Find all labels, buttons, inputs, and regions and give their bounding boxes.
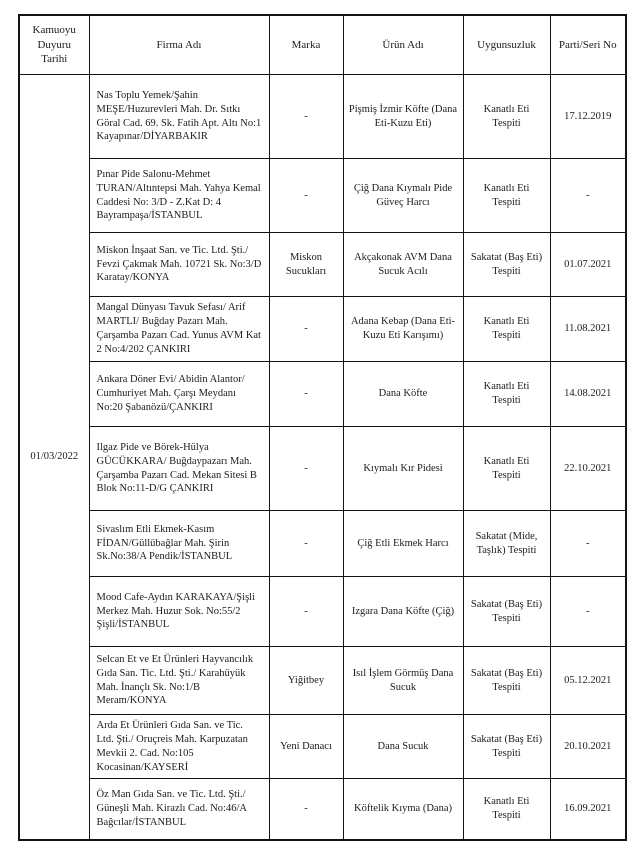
- brand-cell: Yeni Danacı: [269, 715, 343, 779]
- table-row: [19, 233, 626, 297]
- batch-serial-no-cell: -: [550, 159, 626, 233]
- brand-cell: -: [269, 779, 343, 840]
- batch-serial-no-cell: 05.12.2021: [550, 647, 626, 715]
- nonconformity-cell: Sakatat (Baş Eti) Tespiti: [463, 577, 550, 647]
- header-batch-serial-no: Parti/Seri No: [550, 15, 626, 75]
- table-row: [19, 511, 626, 577]
- inspection-table: [18, 14, 627, 841]
- brand-cell: -: [269, 297, 343, 362]
- nonconformity-cell: Kanatlı Eti Tespiti: [463, 779, 550, 840]
- company-name-cell: Selcan Et ve Et Ürünleri Hayvancılık Gıda San. Tic. Ltd. Şti./ Karahüyük Mah. İnançlı Sk. No:1/B Meram/KONYA: [89, 647, 269, 715]
- nonconformity-cell: Sakatat (Baş Eti) Tespiti: [463, 233, 550, 297]
- company-name-cell: Pınar Pide Salonu-Mehmet TURAN/Altıntepsi Mah. Yahya Kemal Caddesi No: 3/D - Z.Kat D: 4 Bayrampaşa/İSTANBUL: [89, 159, 269, 233]
- product-name-cell: Çiğ Dana Kıymalı Pide Güveç Harcı: [343, 159, 463, 233]
- brand-cell: -: [269, 159, 343, 233]
- batch-serial-no-cell: 11.08.2021: [550, 297, 626, 362]
- company-name-cell: Mood Cafe-Aydın KARAKAYA/Şişli Merkez Mah. Huzur Sok. No:55/2 Şişli/İSTANBUL: [89, 577, 269, 647]
- batch-serial-no-cell: 16.09.2021: [550, 779, 626, 840]
- brand-cell: -: [269, 427, 343, 511]
- table-row: [19, 297, 626, 362]
- product-name-cell: Dana Köfte: [343, 362, 463, 427]
- company-name-cell: Mangal Dünyası Tavuk Sefası/ Arif MARTLI/ Buğday Pazarı Mah. Çarşamba Pazarı Cad. Yunus AVM Kat 2 No:4/202 ÇANKIRI: [89, 297, 269, 362]
- header-announcement-date: Kamuoyu Duyuru Tarihi: [19, 15, 89, 75]
- header-brand: Marka: [269, 15, 343, 75]
- product-name-cell: Dana Sucuk: [343, 715, 463, 779]
- brand-cell: Yiğitbey: [269, 647, 343, 715]
- batch-serial-no-cell: -: [550, 511, 626, 577]
- table-row: [19, 577, 626, 647]
- brand-cell: -: [269, 577, 343, 647]
- batch-serial-no-cell: 22.10.2021: [550, 427, 626, 511]
- company-name-cell: Sivaslım Etli Ekmek-Kasım FİDAN/Güllübağlar Mah. Şirin Sk.No:38/A Pendik/İSTANBUL: [89, 511, 269, 577]
- header-product-name: Ürün Adı: [343, 15, 463, 75]
- nonconformity-cell: Kanatlı Eti Tespiti: [463, 75, 550, 159]
- header-nonconformity: Uygunsuzluk: [463, 15, 550, 75]
- brand-cell: -: [269, 362, 343, 427]
- nonconformity-cell: Kanatlı Eti Tespiti: [463, 362, 550, 427]
- product-name-cell: Adana Kebap (Dana Eti-Kuzu Eti Karışımı): [343, 297, 463, 362]
- company-name-cell: Ankara Döner Evi/ Abidin Alantor/ Cumhuriyet Mah. Çarşı Meydanı No:20 Şabanözü/ÇANKIRI: [89, 362, 269, 427]
- company-name-cell: Öz Man Gıda San. ve Tic. Ltd. Şti./ Güneşli Mah. Kirazlı Cad. No:46/A Bağcılar/İSTANBUL: [89, 779, 269, 840]
- product-name-cell: Çiğ Etli Ekmek Harcı: [343, 511, 463, 577]
- table-row: [19, 779, 626, 840]
- brand-cell: -: [269, 511, 343, 577]
- table-row: [19, 715, 626, 779]
- header-company-name: Firma Adı: [89, 15, 269, 75]
- nonconformity-cell: Kanatlı Eti Tespiti: [463, 297, 550, 362]
- batch-serial-no-cell: 17.12.2019: [550, 75, 626, 159]
- company-name-cell: Miskon İnşaat San. ve Tic. Ltd. Şti./ Fevzi Çakmak Mah. 10721 Sk. No:3/D Karatay/KONYA: [89, 233, 269, 297]
- nonconformity-cell: Kanatlı Eti Tespiti: [463, 427, 550, 511]
- product-name-cell: Akçakonak AVM Dana Sucuk Acılı: [343, 233, 463, 297]
- nonconformity-cell: Kanatlı Eti Tespiti: [463, 159, 550, 233]
- announcement-date-cell: 01/03/2022: [19, 75, 89, 840]
- product-name-cell: Pişmiş İzmir Köfte (Dana Eti-Kuzu Eti): [343, 75, 463, 159]
- product-name-cell: Köftelik Kıyma (Dana): [343, 779, 463, 840]
- table-row: [19, 75, 626, 159]
- batch-serial-no-cell: -: [550, 577, 626, 647]
- nonconformity-cell: Sakatat (Baş Eti) Tespiti: [463, 647, 550, 715]
- batch-serial-no-cell: 01.07.2021: [550, 233, 626, 297]
- table-row: [19, 159, 626, 233]
- table-row: [19, 362, 626, 427]
- company-name-cell: Ilgaz Pide ve Börek-Hülya GÜCÜKKARA/ Buğdaypazarı Mah. Çarşamba Pazarı Cad. Mekan Sitesi B Blok No:11-D/G ÇANKIRI: [89, 427, 269, 511]
- nonconformity-cell: Sakatat (Baş Eti) Tespiti: [463, 715, 550, 779]
- table-row: [19, 647, 626, 715]
- batch-serial-no-cell: 14.08.2021: [550, 362, 626, 427]
- brand-cell: -: [269, 75, 343, 159]
- brand-cell: Miskon Sucukları: [269, 233, 343, 297]
- product-name-cell: Isıl İşlem Görmüş Dana Sucuk: [343, 647, 463, 715]
- product-name-cell: Kıymalı Kır Pidesi: [343, 427, 463, 511]
- header-row: [19, 15, 626, 75]
- company-name-cell: Arda Et Ürünleri Gıda San. ve Tic. Ltd. Şti./ Oruçreis Mah. Karpuzatan Mevkii 2. Cad. No:105 Kocasinan/KAYSERİ: [89, 715, 269, 779]
- table-body: [19, 75, 626, 840]
- product-name-cell: Izgara Dana Köfte (Çiğ): [343, 577, 463, 647]
- nonconformity-cell: Sakatat (Mide, Taşlık) Tespiti: [463, 511, 550, 577]
- batch-serial-no-cell: 20.10.2021: [550, 715, 626, 779]
- company-name-cell: Nas Toplu Yemek/Şahin MEŞE/Huzurevleri Mah. Dr. Sıtkı Göral Cad. 69. Sk. Fatih Apt. Altı No:1 Kayapınar/DİYARBAKIR: [89, 75, 269, 159]
- table-row: [19, 427, 626, 511]
